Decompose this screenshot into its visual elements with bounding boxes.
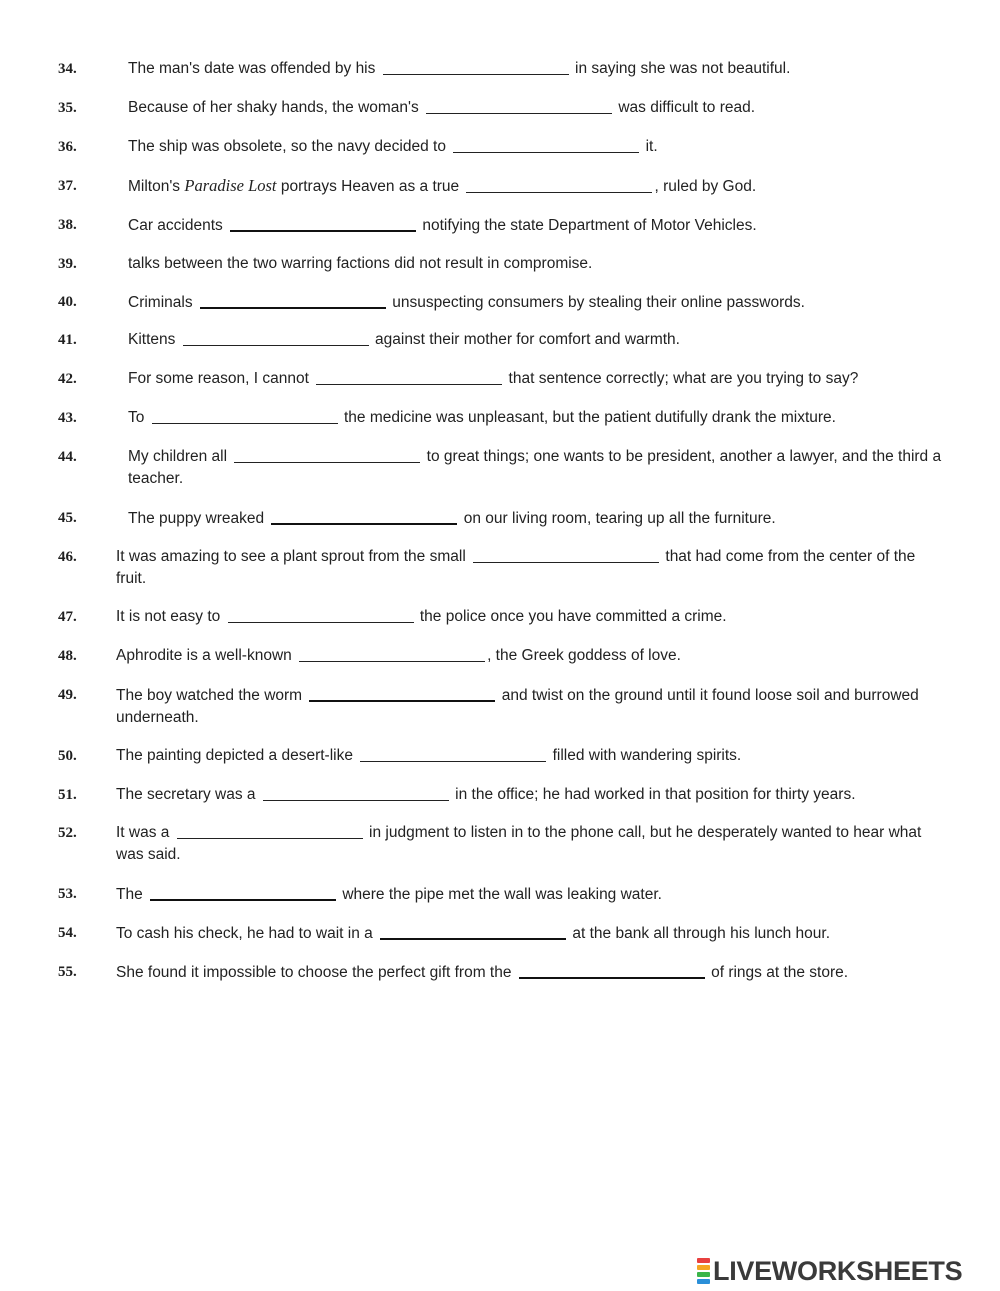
answer-blank[interactable] (383, 60, 569, 75)
question-text (116, 606, 946, 628)
question-text-after: that sentence correctly; what are you trying to say? (504, 370, 859, 387)
question-number: 37. (58, 178, 77, 194)
question-text-before: The puppy wreaked (128, 510, 269, 527)
question-text-after: of rings at the store. (706, 964, 849, 981)
liveworksheets-logo (697, 1254, 962, 1288)
question-text-before: To cash his check, he had to wait in a (116, 925, 378, 942)
question-number: 45. (58, 510, 77, 526)
question-text-after: notifying the state Department of Motor Vehicles. (418, 217, 757, 234)
question-text-before: The boy watched the worm (116, 687, 307, 704)
question-text-after: filled with wandering spirits. (548, 747, 742, 764)
question-text (128, 368, 943, 390)
question-text-after: the medicine was unpleasant, but the patient dutifully drank the mixture. (339, 409, 836, 426)
question-text-after: , ruled by God. (654, 178, 757, 195)
question-text-before: Milton's (128, 178, 181, 195)
answer-blank[interactable] (360, 747, 546, 762)
question-text-after: , the Greek goddess of love. (487, 647, 681, 664)
question-number: 44. (58, 449, 77, 465)
question-text (128, 291, 943, 314)
question-text (116, 883, 946, 906)
question-text-before: My children all (128, 448, 232, 465)
question-text (116, 961, 946, 984)
answer-blank[interactable] (466, 178, 652, 193)
question-text-after: that had come from the center of the fruit. (116, 548, 916, 587)
question-text (128, 97, 943, 119)
question-text-after: was difficult to read. (614, 99, 756, 116)
question-text-after: where the pipe met the wall was leaking water. (338, 886, 662, 903)
question-text-before: For some reason, I cannot (128, 370, 314, 387)
answer-blank[interactable] (453, 138, 639, 153)
question-text-before: Car accidents (128, 217, 228, 234)
question-text-before: The ship was obsolete, so the navy decided to (128, 138, 451, 155)
question-text-before: Criminals (128, 294, 197, 311)
book-title: Paradise Lost (184, 176, 277, 195)
question-text-before: Kittens (128, 331, 180, 348)
question-number: 52. (58, 825, 77, 841)
question-text-before: She found it impossible to choose the perfect gift from the (116, 964, 516, 981)
answer-blank[interactable] (228, 608, 414, 623)
question-number: 46. (58, 549, 77, 565)
question-number: 41. (58, 332, 77, 348)
question-number: 40. (58, 294, 77, 310)
question-text (116, 546, 946, 590)
answer-blank[interactable] (271, 509, 457, 525)
question-text (116, 745, 946, 767)
answer-blank[interactable] (152, 409, 338, 424)
question-text (128, 136, 943, 158)
answer-blank[interactable] (150, 885, 336, 901)
answer-blank[interactable] (380, 924, 566, 940)
question-text (128, 175, 943, 198)
question-text (128, 446, 943, 490)
question-text (116, 822, 946, 866)
question-number: 49. (58, 687, 77, 703)
question-text-after: unsuspecting consumers by stealing their online passwords. (387, 294, 805, 311)
question-text (128, 507, 943, 530)
question-text-before: To (128, 409, 149, 426)
answer-blank[interactable] (309, 686, 495, 702)
question-text (116, 784, 946, 806)
question-text (128, 214, 943, 237)
answer-blank[interactable] (263, 786, 449, 801)
question-text (116, 684, 946, 729)
question-number: 48. (58, 648, 77, 664)
question-text-before: It is not easy to (116, 608, 225, 625)
question-number: 55. (58, 964, 77, 980)
question-number: 43. (58, 410, 77, 426)
answer-blank[interactable] (473, 548, 659, 563)
question-text-after: in saying she was not beautiful. (570, 60, 791, 77)
question-text-before: The (116, 886, 148, 903)
question-text-after: on our living room, tearing up all the furniture. (459, 510, 776, 527)
question-text (116, 922, 946, 945)
question-text (128, 253, 943, 275)
question-number: 34. (58, 61, 77, 77)
question-number: 38. (58, 217, 77, 233)
question-text-before: The man's date was offended by his (128, 60, 380, 77)
question-text (128, 329, 943, 351)
question-text-before: talks between the two warring factions did not result in compromise. (128, 255, 593, 272)
question-text-before: The secretary was a (116, 786, 260, 803)
liveworksheets-logo-icon (697, 1257, 710, 1285)
answer-blank[interactable] (234, 448, 420, 463)
logo-text: LIVEWORKSHEETS (713, 1255, 963, 1286)
question-number: 51. (58, 787, 77, 803)
answer-blank[interactable] (230, 216, 416, 232)
question-number: 47. (58, 609, 77, 625)
question-text-before: It was amazing to see a plant sprout from the small (116, 548, 471, 565)
question-text-after: and twist on the ground until it found loose soil and burrowed underneath. (116, 687, 919, 726)
question-number: 50. (58, 748, 77, 764)
question-text-after: the police once you have committed a crime. (415, 608, 727, 625)
answer-blank[interactable] (183, 331, 369, 346)
question-text-after: at the bank all through his lunch hour. (568, 925, 831, 942)
question-text-after: in the office; he had worked in that position for thirty years. (450, 786, 856, 803)
answer-blank[interactable] (519, 963, 705, 979)
question-text-middle: portrays Heaven as a true (280, 178, 464, 195)
question-text-after: against their mother for comfort and warmth. (370, 331, 680, 348)
question-number: 54. (58, 925, 77, 941)
answer-blank[interactable] (426, 99, 612, 114)
question-text-before: The painting depicted a desert-like (116, 747, 358, 764)
question-text (128, 407, 943, 429)
question-text-before: Aphrodite is a well-known (116, 647, 297, 664)
question-text-before: Because of her shaky hands, the woman's (128, 99, 424, 116)
question-number: 35. (58, 100, 77, 116)
question-text-after: to great things; one wants to be president, another a lawyer, and the third a teacher. (128, 448, 942, 487)
question-text (128, 58, 943, 80)
question-number: 42. (58, 371, 77, 387)
question-number: 36. (58, 139, 77, 155)
answer-blank[interactable] (177, 824, 363, 839)
question-text-after: it. (641, 138, 658, 155)
answer-blank[interactable] (299, 647, 485, 662)
question-text-before: It was a (116, 824, 174, 841)
question-number: 53. (58, 886, 77, 902)
question-text-after: in judgment to listen in to the phone call, but he desperately wanted to hear what was said. (116, 824, 922, 863)
answer-blank[interactable] (316, 370, 502, 385)
answer-blank[interactable] (200, 293, 386, 309)
question-number: 39. (58, 256, 77, 272)
question-text (116, 645, 946, 667)
